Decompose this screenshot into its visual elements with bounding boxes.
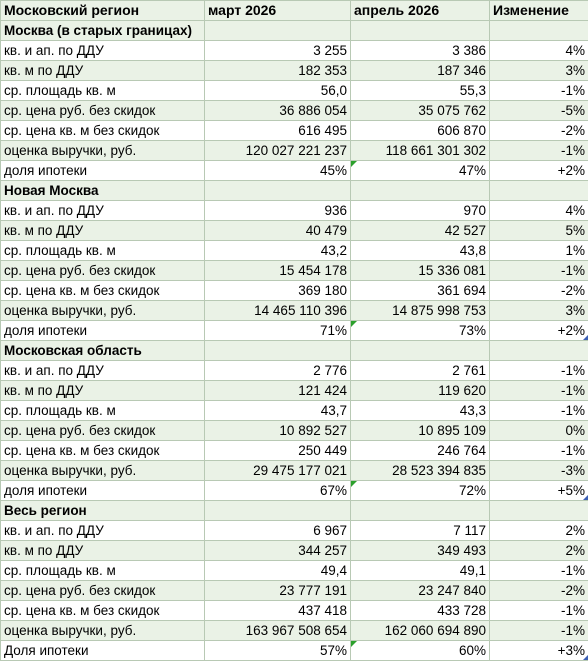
empty-cell[interactable] bbox=[490, 181, 588, 201]
april-value-cell[interactable]: 187 346 bbox=[351, 61, 490, 81]
section-header-row bbox=[1, 341, 588, 361]
march-value-cell[interactable]: 43,2 bbox=[205, 241, 351, 261]
change-value-cell[interactable]: -2% bbox=[490, 581, 588, 601]
change-value-cell[interactable]: -1% bbox=[490, 601, 588, 621]
change-value-cell[interactable]: 1% bbox=[490, 241, 588, 261]
table-body bbox=[1, 21, 588, 661]
row-label-cell[interactable]: оценка выручки, руб. bbox=[1, 621, 205, 641]
april-value-cell[interactable]: 119 620 bbox=[351, 381, 490, 401]
table-row bbox=[1, 361, 588, 381]
row-label-cell[interactable]: ср. цена кв. м без скидок bbox=[1, 121, 205, 141]
row-label-cell[interactable]: кв. м по ДДУ bbox=[1, 61, 205, 81]
table-row bbox=[1, 621, 588, 641]
table-row bbox=[1, 461, 588, 481]
row-label-cell[interactable]: доля ипотеки bbox=[1, 321, 205, 341]
table-row bbox=[1, 521, 588, 541]
april-value-cell[interactable]: 35 075 762 bbox=[351, 101, 490, 121]
table-row bbox=[1, 281, 588, 301]
april-value-cell[interactable]: 47% bbox=[351, 161, 490, 181]
april-value-cell[interactable]: 72% bbox=[351, 481, 490, 501]
april-value-cell[interactable]: 60% bbox=[351, 641, 490, 661]
april-value-cell[interactable]: 3 386 bbox=[351, 41, 490, 61]
row-label-cell[interactable]: ср. площадь кв. м bbox=[1, 81, 205, 101]
row-label-cell[interactable]: кв. и ап. по ДДУ bbox=[1, 41, 205, 61]
march-value-cell[interactable]: 121 424 bbox=[205, 381, 351, 401]
april-value-cell[interactable]: 970 bbox=[351, 201, 490, 221]
change-value-cell[interactable]: 2% bbox=[490, 521, 588, 541]
row-label-cell[interactable]: кв. м по ДДУ bbox=[1, 541, 205, 561]
table-row bbox=[1, 141, 588, 161]
change-value-cell[interactable]: -3% bbox=[490, 461, 588, 481]
table-row bbox=[1, 541, 588, 561]
row-label-cell[interactable]: ср. цена руб. без скидок bbox=[1, 581, 205, 601]
change-value-cell[interactable]: -1% bbox=[490, 561, 588, 581]
march-value-cell[interactable]: 616 495 bbox=[205, 121, 351, 141]
march-value-cell[interactable]: 29 475 177 021 bbox=[205, 461, 351, 481]
april-value-cell[interactable]: 49,1 bbox=[351, 561, 490, 581]
change-value-cell[interactable]: -1% bbox=[490, 441, 588, 461]
table-row bbox=[1, 401, 588, 421]
table-row bbox=[1, 81, 588, 101]
empty-cell[interactable] bbox=[490, 341, 588, 361]
row-label-cell[interactable]: кв. м по ДДУ bbox=[1, 381, 205, 401]
change-value-cell[interactable]: -1% bbox=[490, 381, 588, 401]
section-title-cell[interactable]: Московская область bbox=[1, 341, 205, 361]
empty-cell[interactable] bbox=[351, 501, 490, 521]
row-label-cell[interactable]: ср. цена кв. м без скидок bbox=[1, 441, 205, 461]
table-row bbox=[1, 641, 588, 661]
table-row bbox=[1, 301, 588, 321]
march-value-cell[interactable]: 163 967 508 654 bbox=[205, 621, 351, 641]
april-value-cell[interactable]: 43,3 bbox=[351, 401, 490, 421]
march-value-cell[interactable]: 344 257 bbox=[205, 541, 351, 561]
header-region-cell[interactable]: Московский регион bbox=[1, 1, 205, 21]
change-value-cell[interactable]: -1% bbox=[490, 261, 588, 281]
april-value-cell[interactable]: 7 117 bbox=[351, 521, 490, 541]
section-title-cell[interactable]: Новая Москва bbox=[1, 181, 205, 201]
row-label-cell[interactable]: оценка выручки, руб. bbox=[1, 301, 205, 321]
april-value-cell[interactable]: 15 336 081 bbox=[351, 261, 490, 281]
table-row bbox=[1, 561, 588, 581]
change-value-cell[interactable]: +3% bbox=[490, 641, 588, 661]
empty-cell[interactable] bbox=[205, 341, 351, 361]
change-value-cell[interactable]: +2% bbox=[490, 161, 588, 181]
march-value-cell[interactable]: 6 967 bbox=[205, 521, 351, 541]
table-row bbox=[1, 481, 588, 501]
table-row bbox=[1, 601, 588, 621]
change-value-cell[interactable]: 2% bbox=[490, 541, 588, 561]
row-label-cell[interactable]: кв. м по ДДУ bbox=[1, 221, 205, 241]
march-value-cell[interactable]: 71% bbox=[205, 321, 351, 341]
row-label-cell[interactable]: кв. и ап. по ДДУ bbox=[1, 521, 205, 541]
march-value-cell[interactable]: 40 479 bbox=[205, 221, 351, 241]
header-row bbox=[1, 1, 588, 21]
april-value-cell[interactable]: 14 875 998 753 bbox=[351, 301, 490, 321]
april-value-cell[interactable]: 361 694 bbox=[351, 281, 490, 301]
header-change-cell[interactable]: Изменение bbox=[490, 1, 588, 21]
march-value-cell[interactable]: 43,7 bbox=[205, 401, 351, 421]
change-value-cell[interactable]: 5% bbox=[490, 221, 588, 241]
row-label-cell[interactable]: ср. цена руб. без скидок bbox=[1, 101, 205, 121]
row-label-cell[interactable]: Доля ипотеки bbox=[1, 641, 205, 661]
row-label-cell[interactable]: ср. цена кв. м без скидок bbox=[1, 281, 205, 301]
change-value-cell[interactable]: -1% bbox=[490, 141, 588, 161]
row-label-cell[interactable]: ср. площадь кв. м bbox=[1, 561, 205, 581]
table-row bbox=[1, 61, 588, 81]
april-value-cell[interactable]: 10 895 109 bbox=[351, 421, 490, 441]
table-row bbox=[1, 101, 588, 121]
empty-cell[interactable] bbox=[351, 341, 490, 361]
march-value-cell[interactable]: 49,4 bbox=[205, 561, 351, 581]
row-label-cell[interactable]: доля ипотеки bbox=[1, 161, 205, 181]
empty-cell[interactable] bbox=[205, 181, 351, 201]
march-value-cell[interactable]: 3 255 bbox=[205, 41, 351, 61]
row-label-cell[interactable]: ср. площадь кв. м bbox=[1, 241, 205, 261]
april-value-cell[interactable]: 162 060 694 890 bbox=[351, 621, 490, 641]
march-value-cell[interactable]: 56,0 bbox=[205, 81, 351, 101]
march-value-cell[interactable]: 10 892 527 bbox=[205, 421, 351, 441]
section-header-row bbox=[1, 181, 588, 201]
row-label-cell[interactable]: ср. цена руб. без скидок bbox=[1, 421, 205, 441]
section-header-row bbox=[1, 21, 588, 41]
empty-cell[interactable] bbox=[205, 21, 351, 41]
table-row bbox=[1, 321, 588, 341]
row-label-cell[interactable]: оценка выручки, руб. bbox=[1, 141, 205, 161]
april-value-cell[interactable]: 349 493 bbox=[351, 541, 490, 561]
table-row bbox=[1, 241, 588, 261]
change-value-cell[interactable]: 3% bbox=[490, 301, 588, 321]
change-value-cell[interactable]: +2% bbox=[490, 321, 588, 341]
april-value-cell[interactable]: 73% bbox=[351, 321, 490, 341]
empty-cell[interactable] bbox=[490, 501, 588, 521]
change-value-cell[interactable]: -1% bbox=[490, 621, 588, 641]
table-row bbox=[1, 41, 588, 61]
change-value-cell[interactable]: +5% bbox=[490, 481, 588, 501]
march-value-cell[interactable]: 15 454 178 bbox=[205, 261, 351, 281]
empty-cell[interactable] bbox=[351, 181, 490, 201]
table-row bbox=[1, 221, 588, 241]
change-value-cell[interactable]: 4% bbox=[490, 41, 588, 61]
march-value-cell[interactable]: 57% bbox=[205, 641, 351, 661]
change-value-cell[interactable]: -2% bbox=[490, 281, 588, 301]
april-value-cell[interactable]: 23 247 840 bbox=[351, 581, 490, 601]
table-row bbox=[1, 581, 588, 601]
april-value-cell[interactable]: 606 870 bbox=[351, 121, 490, 141]
march-value-cell[interactable]: 2 776 bbox=[205, 361, 351, 381]
row-label-cell[interactable]: ср. площадь кв. м bbox=[1, 401, 205, 421]
april-value-cell[interactable]: 42 527 bbox=[351, 221, 490, 241]
april-value-cell[interactable]: 2 761 bbox=[351, 361, 490, 381]
row-label-cell[interactable]: ср. цена кв. м без скидок bbox=[1, 601, 205, 621]
april-value-cell[interactable]: 43,8 bbox=[351, 241, 490, 261]
change-value-cell[interactable]: -1% bbox=[490, 361, 588, 381]
section-header-row bbox=[1, 501, 588, 521]
april-value-cell[interactable]: 28 523 394 835 bbox=[351, 461, 490, 481]
header-april-cell[interactable]: апрель 2026 bbox=[351, 1, 490, 21]
march-value-cell[interactable]: 23 777 191 bbox=[205, 581, 351, 601]
march-value-cell[interactable]: 120 027 221 237 bbox=[205, 141, 351, 161]
change-value-cell[interactable]: -1% bbox=[490, 81, 588, 101]
march-value-cell[interactable]: 437 418 bbox=[205, 601, 351, 621]
march-value-cell[interactable]: 14 465 110 396 bbox=[205, 301, 351, 321]
table-row bbox=[1, 381, 588, 401]
empty-cell[interactable] bbox=[205, 501, 351, 521]
row-label-cell[interactable]: оценка выручки, руб. bbox=[1, 461, 205, 481]
march-value-cell[interactable]: 936 bbox=[205, 201, 351, 221]
change-value-cell[interactable]: -2% bbox=[490, 121, 588, 141]
table-row bbox=[1, 161, 588, 181]
table-row bbox=[1, 441, 588, 461]
march-value-cell[interactable]: 369 180 bbox=[205, 281, 351, 301]
section-title-cell[interactable]: Москва (в старых границах) bbox=[1, 21, 205, 41]
april-value-cell[interactable]: 246 764 bbox=[351, 441, 490, 461]
table-row bbox=[1, 261, 588, 281]
march-value-cell[interactable]: 45% bbox=[205, 161, 351, 181]
march-value-cell[interactable]: 36 886 054 bbox=[205, 101, 351, 121]
change-value-cell[interactable]: 0% bbox=[490, 421, 588, 441]
april-value-cell[interactable]: 433 728 bbox=[351, 601, 490, 621]
april-value-cell[interactable]: 118 661 301 302 bbox=[351, 141, 490, 161]
change-value-cell[interactable]: -5% bbox=[490, 101, 588, 121]
row-label-cell[interactable]: ср. цена руб. без скидок bbox=[1, 261, 205, 281]
april-value-cell[interactable]: 55,3 bbox=[351, 81, 490, 101]
empty-cell[interactable] bbox=[351, 21, 490, 41]
march-value-cell[interactable]: 250 449 bbox=[205, 441, 351, 461]
march-value-cell[interactable]: 67% bbox=[205, 481, 351, 501]
table-row bbox=[1, 121, 588, 141]
change-value-cell[interactable]: 4% bbox=[490, 201, 588, 221]
change-value-cell[interactable]: -1% bbox=[490, 401, 588, 421]
header-march-cell[interactable]: март 2026 bbox=[205, 1, 351, 21]
row-label-cell[interactable]: кв. и ап. по ДДУ bbox=[1, 201, 205, 221]
section-title-cell[interactable]: Весь регион bbox=[1, 501, 205, 521]
empty-cell[interactable] bbox=[490, 21, 588, 41]
row-label-cell[interactable]: доля ипотеки bbox=[1, 481, 205, 501]
table-row bbox=[1, 201, 588, 221]
row-label-cell[interactable]: кв. и ап. по ДДУ bbox=[1, 361, 205, 381]
table-row bbox=[1, 421, 588, 441]
change-value-cell[interactable]: 3% bbox=[490, 61, 588, 81]
march-value-cell[interactable]: 182 353 bbox=[205, 61, 351, 81]
